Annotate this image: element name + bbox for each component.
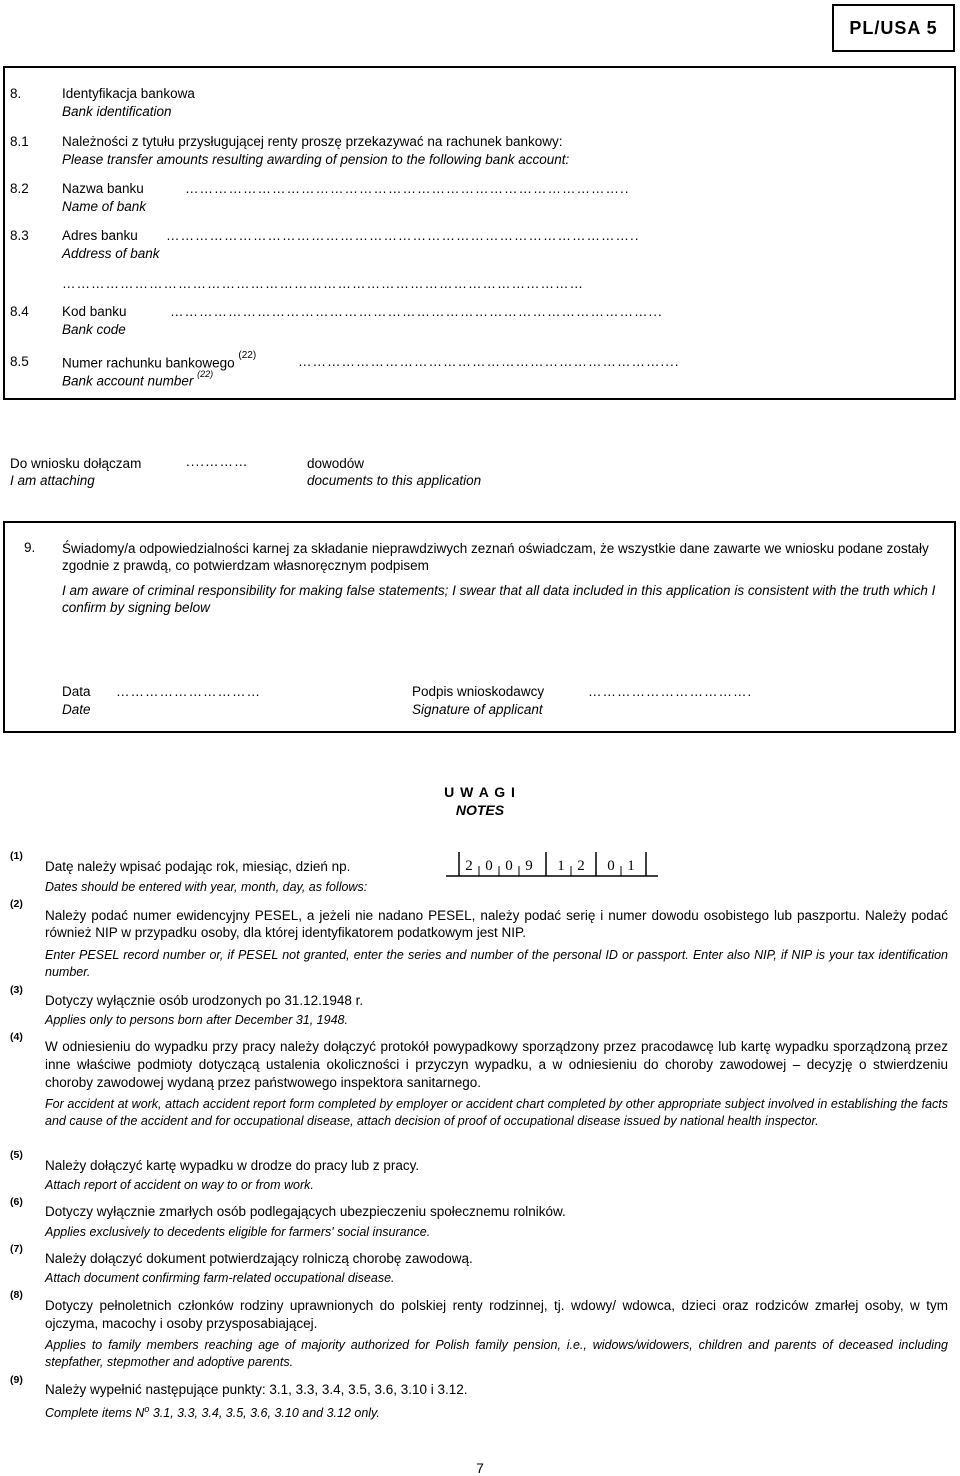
date-field[interactable]: …………………………: [116, 684, 261, 699]
note-6: Dotyczy wyłącznie zmarłych osób podlegających ubezpieczeniu społecznemu rolników.: [45, 1204, 566, 1219]
note-1-en: Dates should be entered with year, month, day, as follows:: [45, 880, 368, 894]
note-3-en: Applies only to persons born after December 31, 1948.: [45, 1013, 348, 1027]
s84-label-en: Bank code: [62, 322, 126, 337]
note-9: Należy wypełnić następujące punkty: 3.1, 3.3, 3.4, 3.5, 3.6, 3.10 i 3.12.: [45, 1382, 468, 1397]
signature-label-en: Signature of applicant: [412, 702, 543, 717]
s84-number: 8.4: [10, 304, 29, 319]
s83-label: Adres banku: [62, 228, 138, 243]
attach-docs-en: documents to this application: [307, 473, 482, 488]
attach-label: Do wniosku dołączam: [10, 456, 142, 471]
note-4-number: (4): [10, 1031, 23, 1043]
note-6-number: (6): [10, 1196, 23, 1208]
note-9-en: Complete items $N^o$ 3.1, 3.3, 3.4, 3.5, 3.6, 3.10 and 3.12 only.: [45, 1404, 380, 1421]
note-1: Datę należy wpisać podając rok, miesiąc, dzień np.: [45, 859, 351, 874]
section-8-number: 8.: [10, 86, 22, 101]
signature-field[interactable]: …………………………….: [588, 684, 753, 699]
bank-address-field[interactable]: ……………………………………………………………………………………..: [166, 228, 640, 243]
s83-number: 8.3: [10, 228, 29, 243]
declaration-text: Świadomy/a odpowiedzialności karnej za składanie nieprawdziwych zeznań oświadczam, że wszystkie dane zawarte we wniosku podane zostały zgodnie z prawdą, co potwierdzam własnoręcznym podpisem: [62, 541, 929, 573]
note-6-en: Applies exclusively to decedents eligible for farmers' social insurance.: [45, 1225, 431, 1239]
note-5: Należy dołączyć kartę wypadku w drodze do pracy lub z pracy.: [45, 1158, 420, 1173]
date-example-digit: 0: [505, 858, 513, 874]
note-9-number: (9): [10, 1374, 23, 1386]
s85-number: 8.5: [10, 354, 29, 369]
bank-address-field-line2[interactable]: ………………………………………………………………………………………………: [62, 276, 584, 291]
form-id-badge: PL/USA 5: [832, 4, 955, 52]
date-example-digit: 1: [627, 858, 635, 874]
note-8-number: (8): [10, 1289, 23, 1301]
date-example-digit: 2: [465, 858, 473, 874]
note-2-number: (2): [10, 898, 23, 910]
date-label: Data: [62, 684, 91, 699]
note-3-number: (3): [10, 984, 23, 996]
section-8-title: Identyfikacja bankowa: [62, 86, 195, 101]
s82-label: Nazwa banku: [62, 181, 144, 196]
page-number: 7: [476, 1460, 484, 1476]
s83-label-en: Address of bank: [62, 246, 160, 261]
s85-label-en: Bank account number $^{(22)}$: [62, 369, 214, 389]
date-label-en: Date: [62, 702, 91, 717]
note-4: W odniesieniu do wypadku przy pracy należy dołączyć protokół powypadkowy sporządzony przez pracodawcę lub kartę wypadku sporządzoną przez inne właściwe podmioty dotyczącą ustalenia okoliczności i przyczyn wypadku, a w odniesieniu do choroby zawodowej – decyzję o stwierdzeniu choroby zawodowej wydaną przez państwowego inspektora sanitarnego.: [45, 1039, 948, 1090]
note-7-number: (7): [10, 1243, 23, 1255]
date-example: [446, 846, 658, 880]
notes-title-en: NOTES: [455, 802, 505, 818]
note-1-number: (1): [10, 850, 23, 862]
declaration-text-en: I am aware of criminal responsibility for making false statements; I swear that all data included in this application is consistent with the truth which I confirm by signing below: [62, 583, 936, 615]
note-2: Należy podać numer ewidencyjny PESEL, a jeżeli nie nadano PESEL, należy podać serię i numer dowodu osobistego lub paszportu. Należy podać również NIP w przypadku osoby, dla której identyfikatorem podatkowym jest NIP.: [45, 908, 948, 940]
signature-label: Podpis wnioskodawcy: [412, 684, 545, 699]
date-example-digit: 0: [607, 858, 615, 874]
s82-number: 8.2: [10, 181, 29, 196]
s85-footnote-ref: (22): [238, 350, 257, 361]
date-example-digit: 9: [525, 858, 533, 874]
account-number-field[interactable]: …………………………………………………………………....: [298, 354, 680, 369]
attach-label-en: I am attaching: [10, 473, 95, 488]
note-5-en: Attach report of accident on way to or from work.: [45, 1178, 314, 1192]
attach-count-field[interactable]: ....………: [186, 454, 249, 469]
note-8-en: Applies to family members reaching age of majority authorized for Polish family pension, i.e., widows/widowers, children and parents of deceased including stepfather, stepmother and adoptive parents.: [45, 1338, 948, 1369]
s81-text-en: Please transfer amounts resulting awarding of pension to the following bank account:: [62, 152, 570, 167]
bank-code-field[interactable]: ………………………………………………………………………………………...: [170, 304, 663, 319]
note-4-en: For accident at work, attach accident report form completed by employer or accident chart completed by other appropriate subject involved in establishing the facts and cause of the accident and for occupational disease, attach decision of proof of occupational disease issued by national health inspector.: [45, 1097, 948, 1128]
s81-text: Należności z tytułu przysługującej renty proszę przekazywać na rachunek bankowy:: [62, 134, 563, 149]
note-8: Dotyczy pełnoletnich członków rodziny uprawnionych do polskiej renty rodzinnej, tj. wdowy/ wdowca, dzieci oraz rodziców zmarłej osoby, w tym ojczyma, macochy i osoby przysposabiającej.: [45, 1298, 948, 1331]
bank-name-field[interactable]: ………………………………………………………………………………..: [185, 181, 630, 196]
date-example-digit: 0: [485, 858, 493, 874]
note-7: Należy dołączyć dokument potwierdzający rolniczą chorobę zawodową.: [45, 1251, 473, 1266]
notes-title: U W A G I: [444, 784, 516, 800]
s84-label: Kod banku: [62, 304, 127, 319]
attach-docs: dowodów: [307, 456, 365, 471]
s82-label-en: Name of bank: [62, 199, 147, 214]
note-7-en: Attach document confirming farm-related occupational disease.: [45, 1271, 395, 1285]
s85-label: Numer rachunku bankowego $^{(22)}$: [62, 350, 257, 371]
note-5-number: (5): [10, 1149, 23, 1161]
section-8-title-en: Bank identification: [62, 104, 172, 119]
section-9-number: 9.: [24, 540, 36, 555]
s85-footnote-ref-en: (22): [197, 369, 214, 379]
date-example-digit: 1: [557, 858, 565, 874]
s81-number: 8.1: [10, 134, 29, 149]
date-example-digit: 2: [577, 858, 585, 874]
note-3: Dotyczy wyłącznie osób urodzonych po 31.12.1948 r.: [45, 993, 364, 1008]
note-2-en: Enter PESEL record number or, if PESEL not granted, enter the series and number of the personal ID or passport. Enter also NIP, if NIP is your tax identification number.: [45, 948, 948, 979]
